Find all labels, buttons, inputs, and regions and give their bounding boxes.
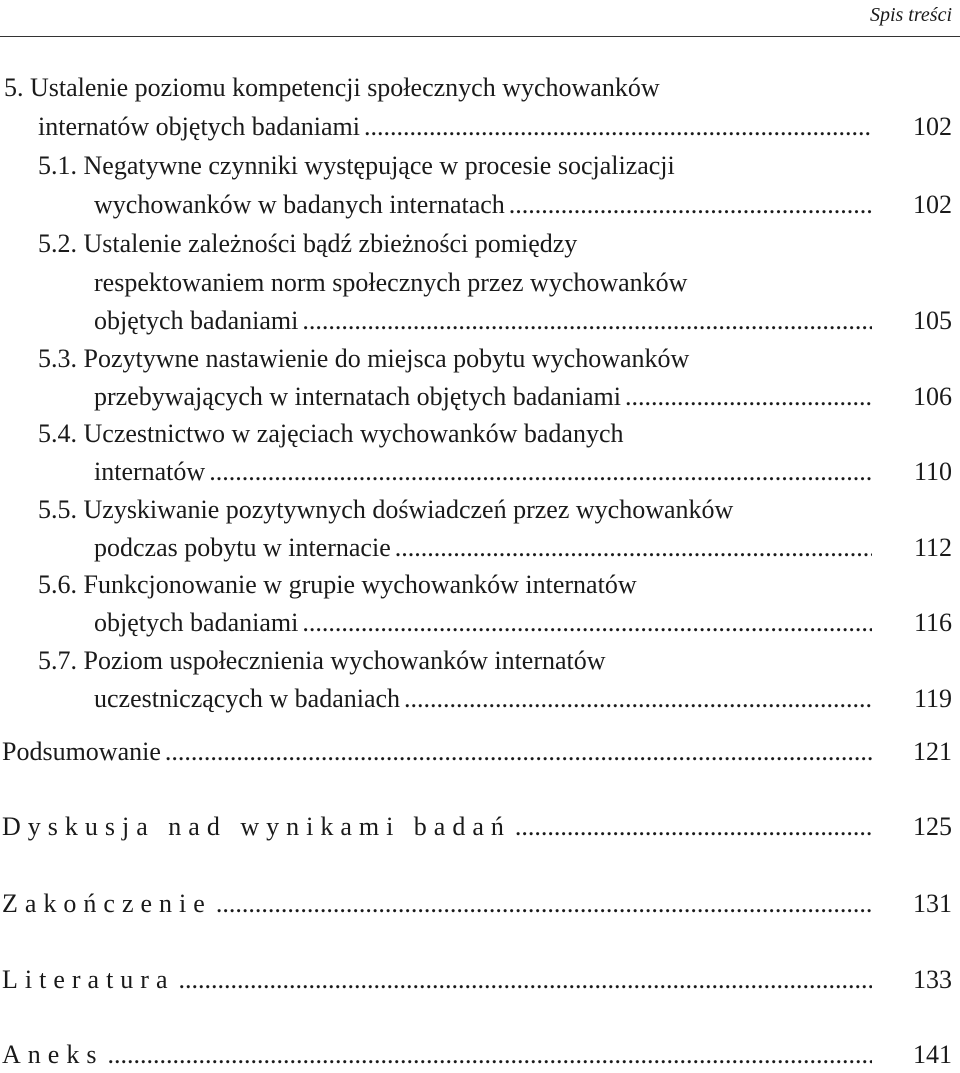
toc-section-5-4-title-cont: internatów <box>94 457 206 486</box>
toc-chapter-5-entry[interactable] <box>38 109 872 145</box>
leader-dots <box>107 1037 872 1073</box>
toc-section-5-2-title-cont: respektowaniem norm społecznych przez wychowanków <box>94 268 688 297</box>
leader-dots <box>302 605 872 641</box>
toc-literatura-entry[interactable] <box>2 962 872 998</box>
toc-zakonczenie-title: Zakończenie <box>2 889 212 918</box>
toc-section-5-5-title: 5.5. Uzyskiwanie pozytywnych doświadczeń przez wychowanków <box>38 495 734 524</box>
toc-podsumowanie-page: 121 <box>913 737 952 766</box>
toc-section-5-4-page: 110 <box>913 457 952 486</box>
toc-section-5-7-page: 119 <box>913 684 952 713</box>
toc-section-5-1-entry[interactable] <box>94 187 872 223</box>
toc-dyskusja-entry[interactable] <box>2 809 872 845</box>
toc-section-5-6-page: 116 <box>913 608 952 637</box>
toc-literatura-title: Literatura <box>2 965 175 994</box>
leader-dots <box>179 962 873 998</box>
leader-dots <box>404 681 872 717</box>
toc-zakonczenie-entry[interactable] <box>2 886 872 922</box>
toc-podsumowanie-entry[interactable] <box>2 734 872 770</box>
leader-dots <box>165 734 872 770</box>
toc-chapter-5-page: 102 <box>913 112 952 141</box>
toc-section-5-3-page: 106 <box>913 382 952 411</box>
leader-dots <box>509 187 872 223</box>
toc-section-5-5-title-cont: podczas pobytu w internacie <box>94 533 391 562</box>
toc-section-5-3-title-cont: przebywających w internatach objętych badaniami <box>94 382 621 411</box>
toc-section-5-5-entry[interactable] <box>94 530 872 566</box>
running-header: Spis treści <box>869 4 952 26</box>
toc-section-5-5-page: 112 <box>913 533 952 562</box>
toc-zakonczenie-page: 131 <box>913 889 952 918</box>
toc-section-5-4-title: 5.4. Uczestnictwo w zajęciach wychowanków badanych <box>38 419 624 448</box>
toc-aneks-page: 141 <box>913 1040 952 1069</box>
toc-section-5-3-title: 5.3. Pozytywne nastawienie do miejsca pobytu wychowanków <box>38 344 690 373</box>
toc-section-5-2-entry[interactable] <box>94 303 872 339</box>
toc-section-5-2-page: 105 <box>913 306 952 335</box>
toc-podsumowanie-title: Podsumowanie <box>2 737 161 766</box>
leader-dots <box>216 886 872 922</box>
toc-section-5-6-title-cont: objętych badaniami <box>94 608 299 637</box>
toc-section-5-2-title-end: objętych badaniami <box>94 306 299 335</box>
toc-aneks-entry[interactable] <box>2 1037 872 1073</box>
leader-dots <box>209 454 872 490</box>
leader-dots <box>364 109 872 145</box>
leader-dots <box>515 809 872 845</box>
toc-dyskusja-title: Dyskusja nad wynikami badań <box>2 812 511 841</box>
toc-chapter-5-title: 5. Ustalenie poziomu kompetencji społecznych wychowanków <box>4 73 660 102</box>
leader-dots <box>302 303 872 339</box>
toc-dyskusja-page: 125 <box>913 812 952 841</box>
leader-dots <box>625 379 872 415</box>
toc-section-5-7-title: 5.7. Poziom uspołecznienia wychowanków internatów <box>38 646 606 675</box>
toc-section-5-7-title-cont: uczestniczących w badaniach <box>94 684 401 713</box>
toc-section-5-1-title: 5.1. Negatywne czynniki występujące w procesie socjalizacji <box>38 151 675 180</box>
toc-aneks-title: Aneks <box>2 1040 104 1069</box>
toc-section-5-3-entry[interactable] <box>94 379 872 415</box>
toc-section-5-1-title-cont: wychowanków w badanych internatach <box>94 190 505 219</box>
leader-dots <box>395 530 872 566</box>
toc-section-5-4-entry[interactable] <box>94 454 872 490</box>
toc-section-5-7-entry[interactable] <box>94 681 872 717</box>
toc-chapter-5-title-cont: internatów objętych badaniami <box>38 112 361 141</box>
toc-literatura-page: 133 <box>913 965 952 994</box>
toc-section-5-6-title: 5.6. Funkcjonowanie w grupie wychowanków internatów <box>38 570 637 599</box>
toc-section-5-2-title: 5.2. Ustalenie zależności bądź zbieżności pomiędzy <box>38 229 578 258</box>
toc-section-5-1-page: 102 <box>913 190 952 219</box>
header-rule <box>0 36 960 37</box>
toc-section-5-6-entry[interactable] <box>94 605 872 641</box>
